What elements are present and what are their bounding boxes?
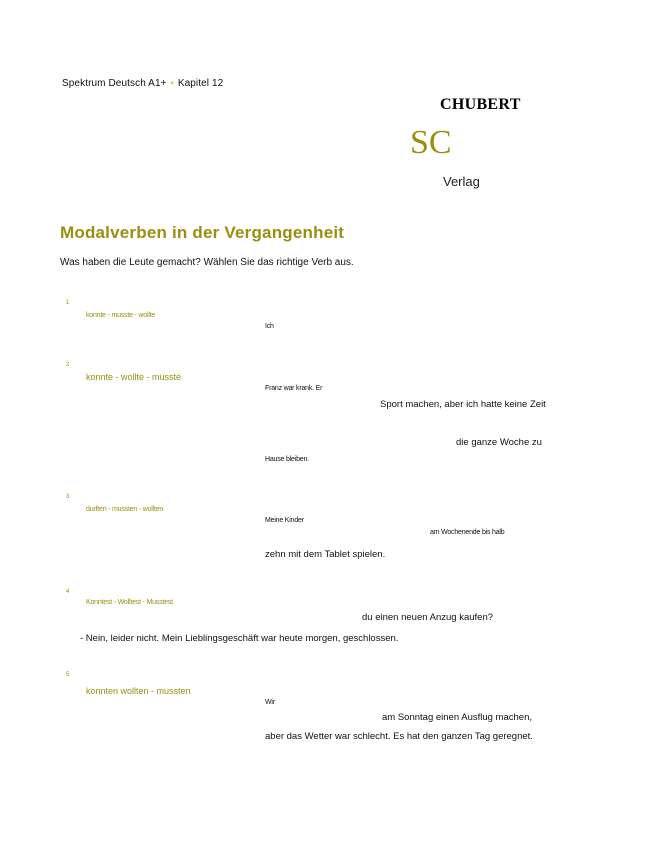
publisher-name: CHUBERT	[440, 96, 521, 113]
exercise-options: durften - mussten - wollten	[86, 506, 164, 513]
header-line	[62, 78, 223, 89]
exercise-number: 1	[66, 300, 70, 306]
exercise-text: Sport machen, aber ich hatte keine Zeit	[380, 399, 546, 410]
exercise-text: Meine Kinder	[265, 517, 304, 524]
exercise-text: Wir	[265, 699, 275, 706]
publisher-logo-mark: SC	[410, 124, 452, 161]
publisher-sub: Verlag	[443, 174, 480, 189]
exercise-text: am Sonntag einen Ausflug machen,	[382, 712, 532, 723]
exercise-text: - Nein, leider nicht. Mein Lieblingsgeschäft war heute morgen, geschlossen.	[80, 633, 399, 644]
exercise-options: Konntest - Wolltest - Musstest	[86, 599, 173, 606]
exercise-number: 4	[66, 589, 70, 595]
exercise-text: Franz war krank. Er	[265, 385, 323, 392]
exercise-options: konnte - wollte - musste	[86, 372, 182, 382]
page-title: Modalverben in der Vergangenheit	[60, 223, 345, 242]
exercise-text: zehn mit dem Tablet spielen.	[265, 549, 386, 560]
exercise-text: am Wochenende bis halb	[430, 529, 505, 536]
instruction: Was haben die Leute gemacht? Wählen Sie das richtige Verb aus.	[60, 257, 354, 268]
exercise-text: Hause bleiben.	[265, 456, 309, 463]
book-title: Spektrum Deutsch A1+	[62, 78, 167, 89]
exercise-text: aber das Wetter war schlecht. Es hat den ganzen Tag geregnet.	[265, 731, 533, 742]
exercise-options: konnten wollten - mussten	[86, 686, 191, 696]
exercise-text: du einen neuen Anzug kaufen?	[362, 612, 494, 623]
exercise-text: die ganze Woche zu	[456, 437, 542, 448]
exercise-options: konnte - musste - wollte	[86, 312, 156, 319]
chapter-label: Kapitel 12	[177, 78, 224, 89]
exercise-text: Ich	[265, 323, 274, 330]
exercise-number: 2	[66, 362, 70, 368]
separator-dot: •	[170, 78, 174, 88]
exercise-number: 3	[66, 494, 70, 500]
exercise-number: 5	[66, 672, 70, 678]
